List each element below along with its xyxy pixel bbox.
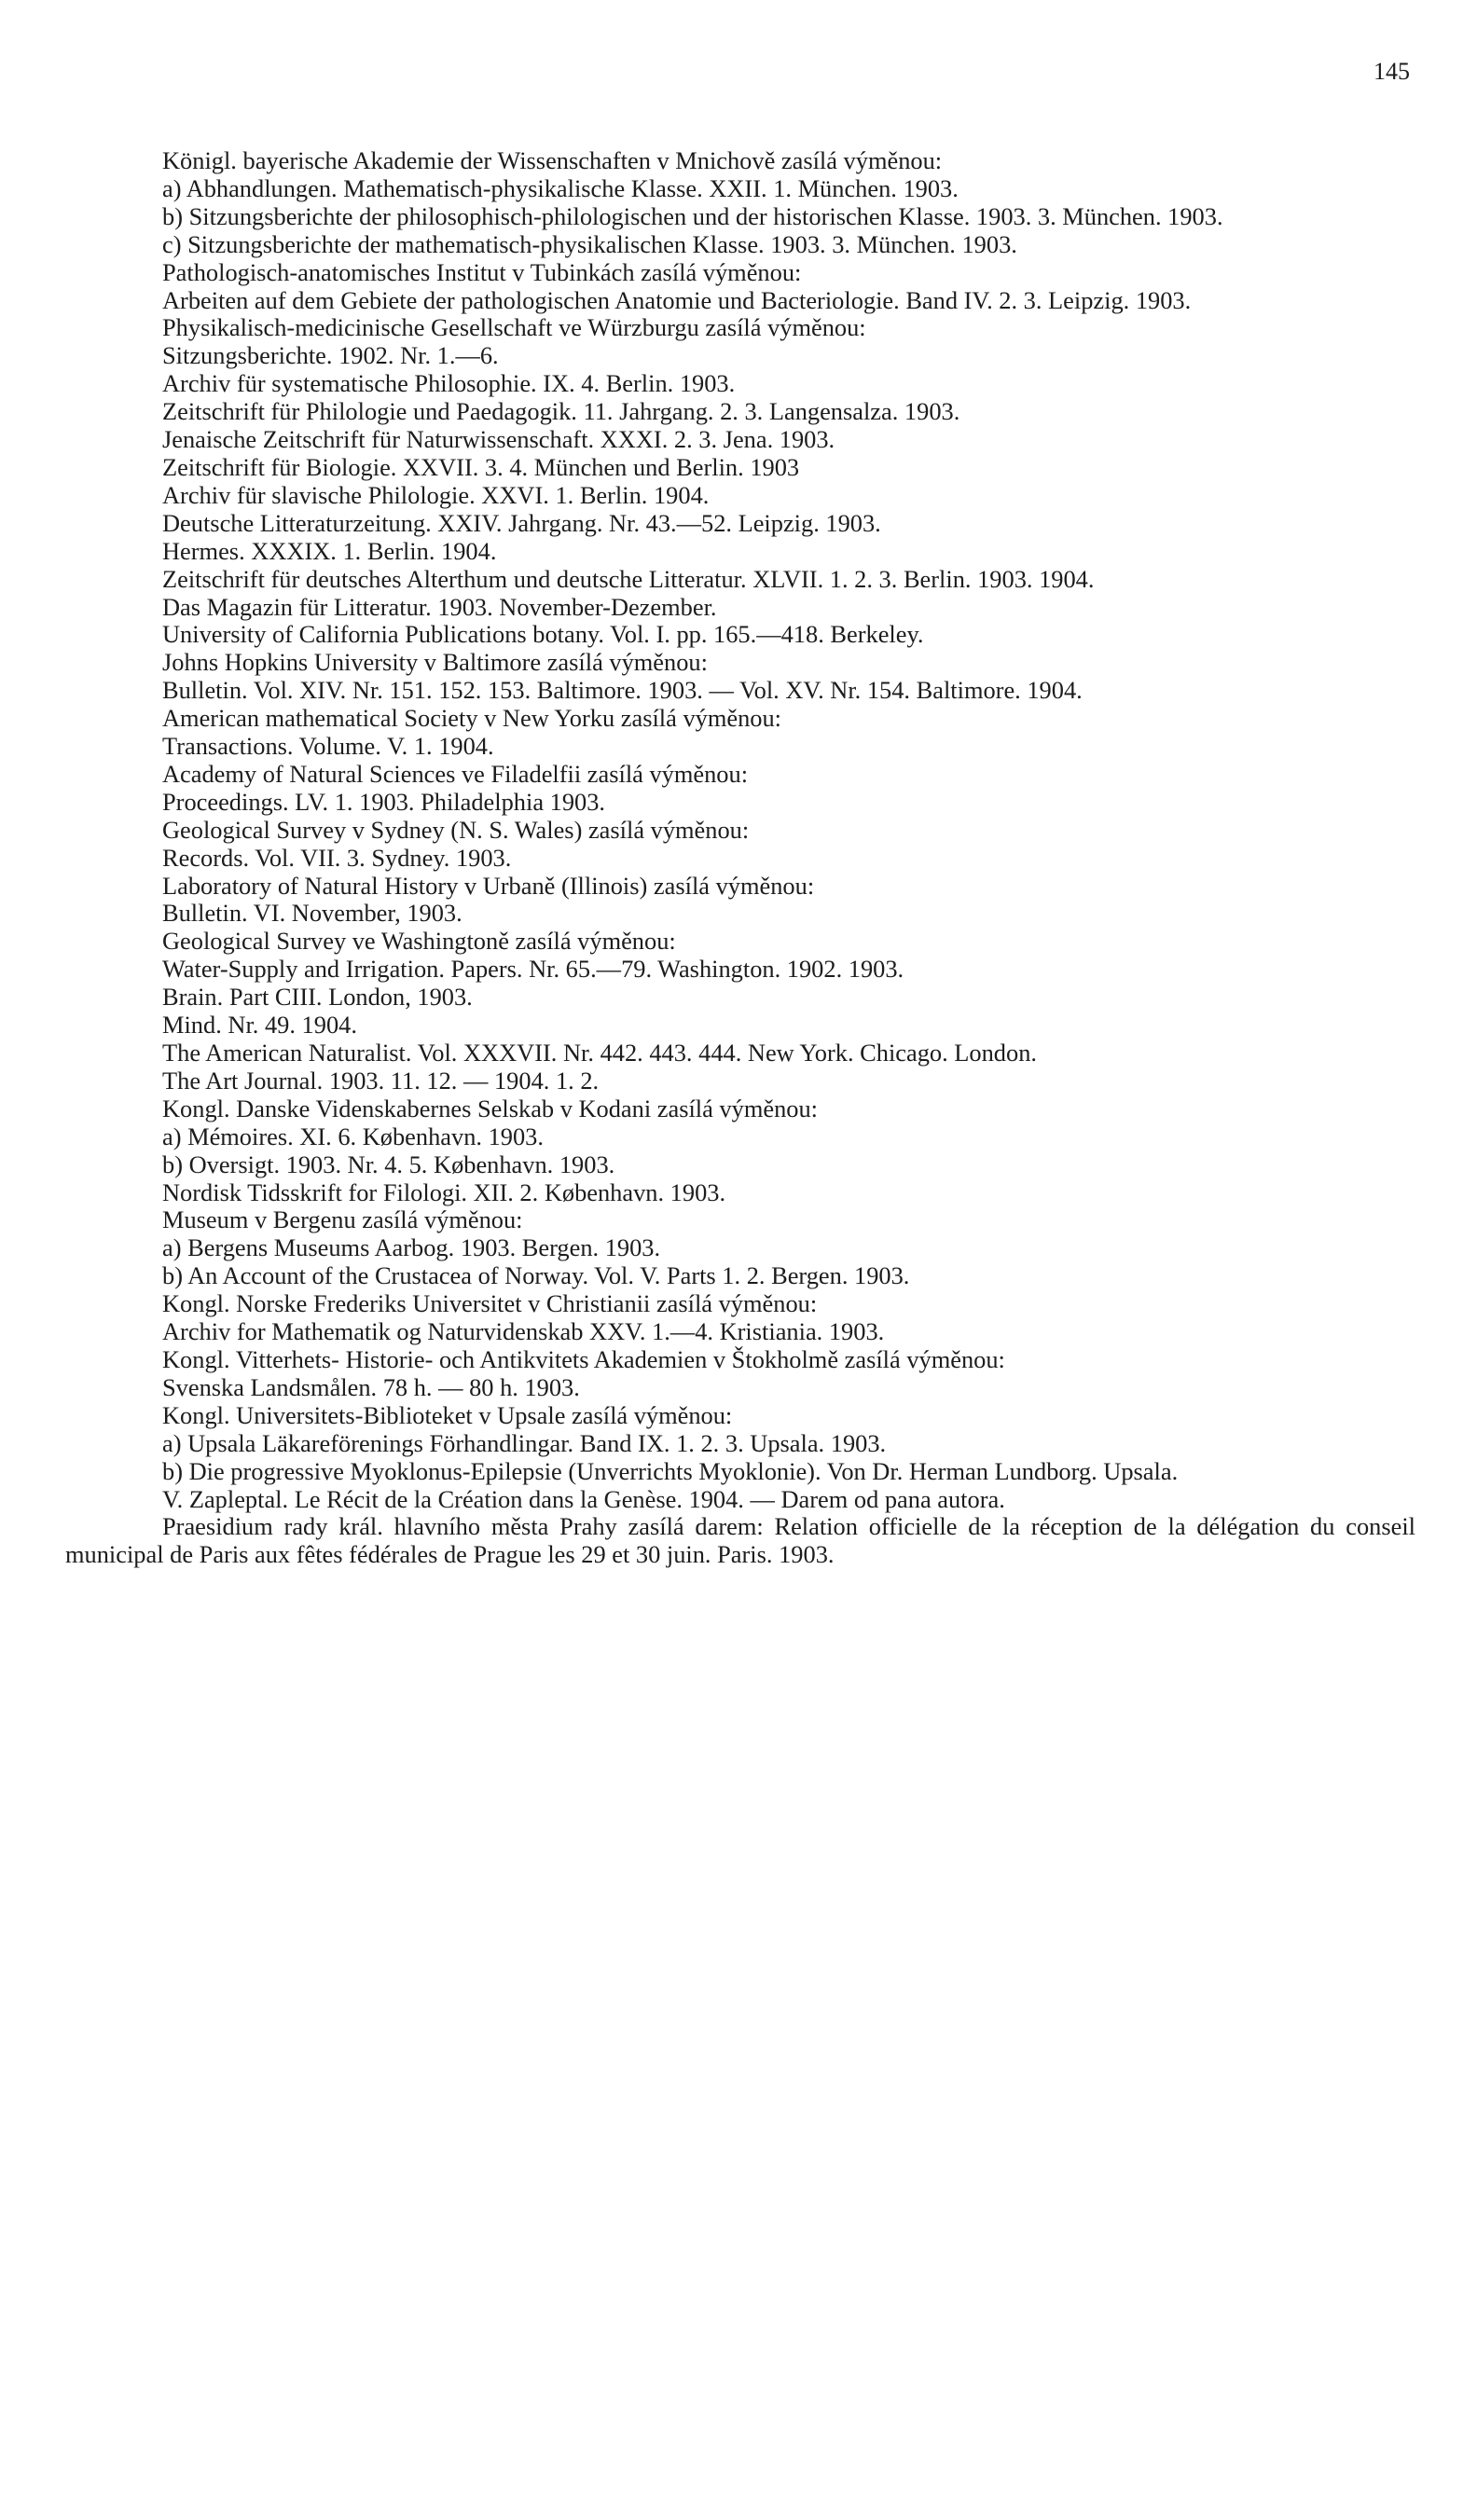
entry-item: The American Naturalist. Vol. XXXVII. Nr. 442. 443. 444. New York. Chicago. London. — [162, 1039, 1037, 1067]
entry-item: Deutsche Litteraturzeitung. XXIV. Jahrgang. Nr. 43.—52. Leipzig. 1903. — [162, 508, 881, 537]
entry-heading: American mathematical Society v New Yorku zasílá výměnou: — [162, 704, 781, 733]
entry-item: Archiv für systematische Philosophie. IX. 4. Berlin. 1903. — [162, 369, 736, 398]
entry-heading: Museum v Bergenu zasílá výměnou: — [162, 1205, 523, 1234]
entry-item: b) Sitzungsberichte der philosophisch-philologischen und der historischen Klasse. 1903. 3. München. 1903. — [162, 201, 1223, 230]
entry-item: Svenska Landsmålen. 78 h. — 80 h. 1903. — [162, 1372, 580, 1401]
page-number: 145 — [1373, 58, 1410, 85]
entry-item: Brain. Part CIII. London, 1903. — [162, 983, 473, 1012]
entry-item: Praesidium rady král. hlavního města Prahy zasílá darem: Relation officielle de la réception de la délégation du conseil municipal de Paris aux fêtes fédérales de Prague les 29 et 30 juin. Paris. 1903. — [65, 1512, 1415, 1569]
entry-item: b) Die progressive Myoklonus-Epilepsie (Unverrichts Myoklonie). Von Dr. Herman Lundborg. Upsala. — [162, 1456, 1179, 1485]
entry-heading: Johns Hopkins University v Baltimore zasílá výměnou: — [162, 648, 708, 677]
entry-item: b) An Account of the Crustacea of Norway. Vol. V. Parts 1. 2. Bergen. 1903. — [162, 1261, 910, 1290]
entry-heading: Academy of Natural Sciences ve Filadelfii zasílá výměnou: — [162, 759, 749, 788]
entry-item: Das Magazin für Litteratur. 1903. November-Dezember. — [162, 592, 717, 621]
entry-item: c) Sitzungsberichte der mathematisch-physikalischen Klasse. 1903. 3. München. 1903. — [162, 229, 1017, 258]
entry-item: a) Abhandlungen. Mathematisch-physikalische Klasse. XXII. 1. München. 1903. — [162, 173, 959, 202]
entry-heading: Kongl. Danske Videnskabernes Selskab v Kodani zasílá výměnou: — [162, 1094, 818, 1122]
entry-item: Transactions. Volume. V. 1. 1904. — [162, 732, 494, 761]
entry-heading: Königl. bayerische Akademie der Wissenschaften v Mnichově zasílá výměnou: — [162, 146, 943, 174]
entry-item: University of California Publications botany. Vol. I. pp. 165.—418. Berkeley. — [162, 620, 924, 649]
entry-heading: Physikalisch-medicinische Gesellschaft ve Würzburgu zasílá výměnou: — [162, 313, 866, 342]
entry-heading: Pathologisch-anatomisches Institut v Tubinkách zasílá výměnou: — [162, 257, 802, 286]
entry-item: The Art Journal. 1903. 11. 12. — 1904. 1. 2. — [162, 1066, 600, 1095]
entry-item: Hermes. XXXIX. 1. Berlin. 1904. — [162, 536, 497, 565]
entry-item: Zeitschrift für Philologie und Paedagogik. 11. Jahrgang. 2. 3. Langensalza. 1903. — [162, 397, 960, 426]
entry-item: Bulletin. Vol. XIV. Nr. 151. 152. 153. Baltimore. 1903. — Vol. XV. Nr. 154. Baltimore. 1904. — [162, 676, 1083, 705]
entry-item: Zeitschrift für deutsches Alterthum und deutsche Litteratur. XLVII. 1. 2. 3. Berlin. 1903. 1904. — [162, 564, 1095, 593]
entry-heading: Kongl. Norske Frederiks Universitet v Christianii zasílá výměnou: — [162, 1289, 818, 1318]
entry-item: Archiv für slavische Philologie. XXVI. 1. Berlin. 1904. — [162, 480, 710, 509]
entry-item: Sitzungsberichte. 1902. Nr. 1.—6. — [162, 341, 499, 370]
entry-item: a) Bergens Museums Aarbog. 1903. Bergen. 1903. — [162, 1233, 661, 1262]
entry-item: Zeitschrift für Biologie. XXVII. 3. 4. München und Berlin. 1903 — [162, 452, 800, 481]
entry-heading: Geological Survey v Sydney (N. S. Wales) zasílá výměnou: — [162, 815, 750, 844]
entry-item: V. Zapleptal. Le Récit de la Création dans la Genèse. 1904. — Darem od pana autora. — [162, 1484, 1005, 1513]
entry-item: b) Oversigt. 1903. Nr. 4. 5. København. 1903. — [162, 1150, 615, 1178]
entry-item: Proceedings. LV. 1. 1903. Philadelphia 1903. — [162, 787, 606, 816]
entry-item: Water-Supply and Irrigation. Papers. Nr. 65.—79. Washington. 1902. 1903. — [162, 955, 904, 984]
entry-item: a) Mémoires. XI. 6. København. 1903. — [162, 1122, 544, 1150]
entry-heading: Kongl. Universitets-Biblioteket v Upsale zasílá výměnou: — [162, 1400, 733, 1429]
entry-heading: Kongl. Vitterhets- Historie- och Antikvitets Akademien v Štokholmě zasílá výměnou: — [162, 1344, 1005, 1373]
entry-item: Nordisk Tidsskrift for Filologi. XII. 2. København. 1903. — [162, 1177, 726, 1206]
entry-item: Mind. Nr. 49. 1904. — [162, 1011, 357, 1040]
entry-item: Bulletin. VI. November, 1903. — [162, 899, 462, 928]
entry-item: Records. Vol. VII. 3. Sydney. 1903. — [162, 843, 512, 872]
entry-item: a) Upsala Läkareförenings Förhandlingar. Band IX. 1. 2. 3. Upsala. 1903. — [162, 1428, 887, 1457]
entry-item: Archiv for Mathematik og Naturvidenskab XXV. 1.—4. Kristiania. 1903. — [162, 1317, 885, 1346]
entry-item: Arbeiten auf dem Gebiete der pathologischen Anatomie und Bacteriologie. Band IV. 2. 3. Leipzig. 1903. — [162, 285, 1192, 314]
entry-heading: Laboratory of Natural History v Urbaně (Illinois) zasílá výměnou: — [162, 871, 815, 900]
entry-heading: Geological Survey ve Washingtoně zasílá výměnou: — [162, 927, 676, 956]
exchange-list — [65, 147, 1415, 1569]
entry-item: Jenaische Zeitschrift für Naturwissenschaft. XXXI. 2. 3. Jena. 1903. — [162, 425, 835, 454]
